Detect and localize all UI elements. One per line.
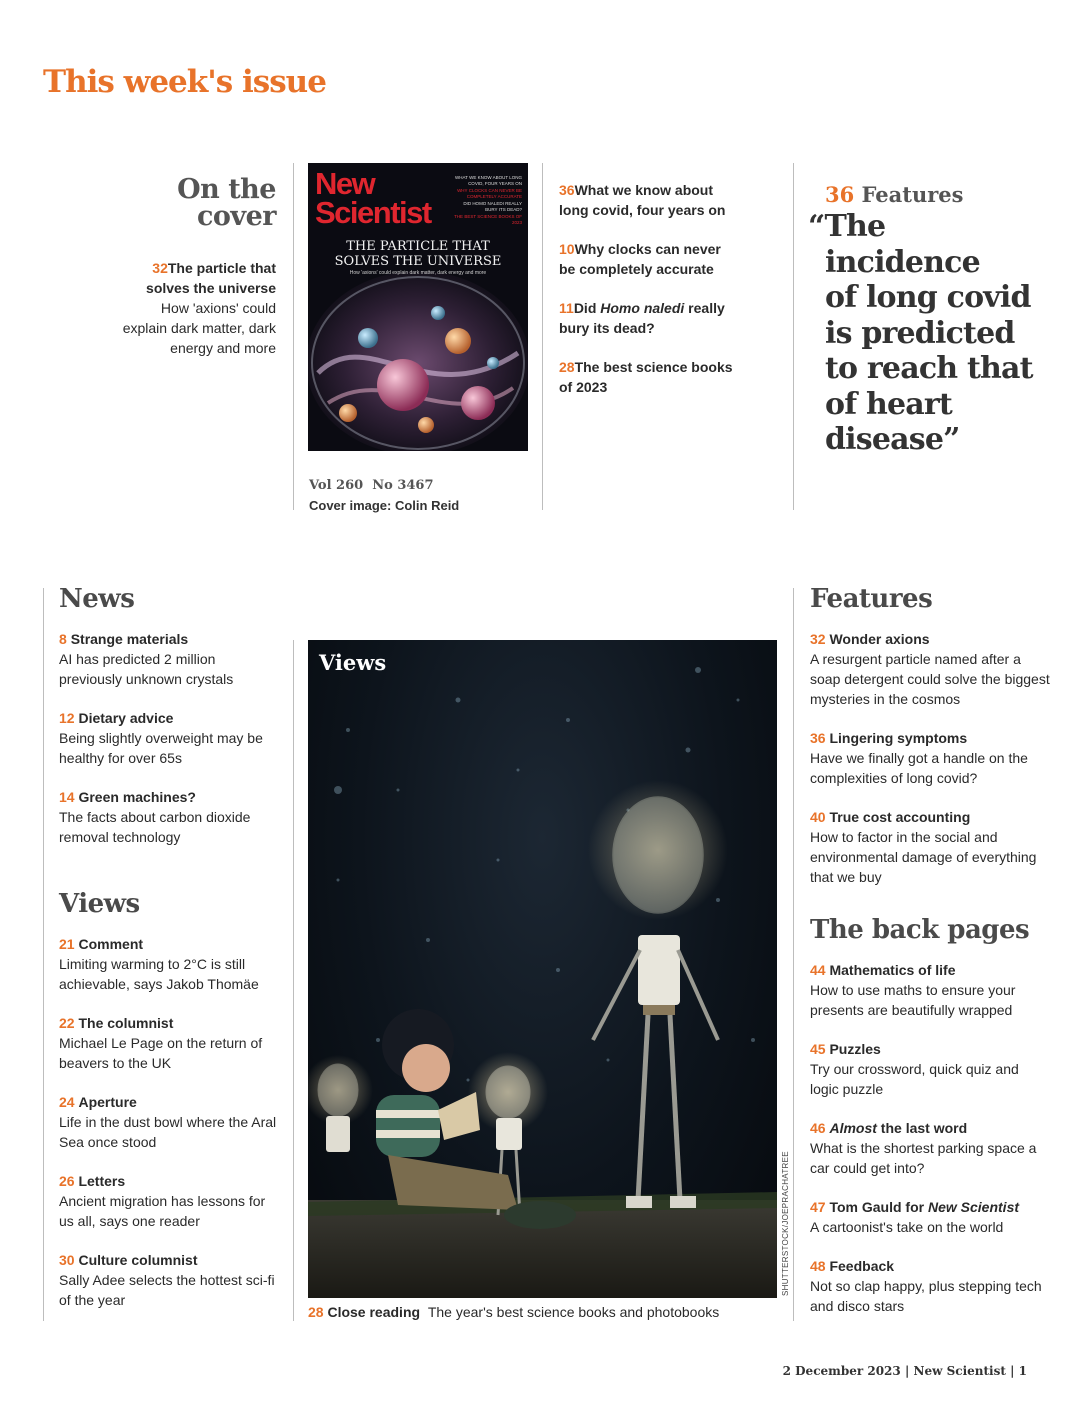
divider [43, 588, 44, 1321]
news-item[interactable]: 14 Green machines? The facts about carbon dioxide removal technology [59, 789, 251, 845]
views-photo-label: Views [319, 650, 387, 675]
features-heading: Features [810, 584, 933, 614]
magazine-logo: New Scientist [315, 166, 431, 230]
views-item[interactable]: 26 Letters Ancient migration has lessons for us all, says one reader [59, 1173, 266, 1229]
divider [793, 588, 794, 1321]
views-heading: Views [59, 889, 140, 919]
right-column [810, 584, 1050, 1316]
cover-subline: How 'axions' could explain dark matter, dark energy and more [349, 270, 487, 276]
back-pages-item[interactable]: 45 Puzzles Try our crossword, quick quiz and logic puzzle [810, 1041, 1019, 1097]
views-item[interactable]: 30 Culture columnist Sally Adee selects the hottest sci-fi of the year [59, 1252, 275, 1308]
left-column [59, 584, 279, 1310]
views-item[interactable]: 22 The columnist Michael Le Page on the return of beavers to the UK [59, 1015, 263, 1071]
features-item[interactable]: 36 Lingering symptoms Have we finally got a handle on the complexities of long covid? [810, 730, 1028, 786]
robots-reading-illustration [308, 640, 777, 1298]
features-item[interactable]: 40 True cost accounting How to factor in the social and environmental damage of everything that we buy [810, 809, 1037, 885]
photo-caption[interactable]: 28 Close reading The year's best science books and photobooks [308, 1304, 720, 1320]
features-item[interactable]: 32 Wonder axions A resurgent particle named after a soap detergent could solve the biggest mysteries in the cosmos [810, 631, 1050, 707]
cover-line-item[interactable]: 36What we know about long covid, four years on [559, 182, 726, 218]
cover-line-item[interactable]: 28The best science books of 2023 [559, 359, 733, 395]
back-pages-item[interactable]: 46 Almost the last word What is the shortest parking space a car could get into? [810, 1120, 1037, 1176]
divider [293, 163, 294, 510]
back-pages-heading: The back pages [810, 915, 1030, 945]
cover-lines [559, 180, 739, 397]
divider [293, 640, 294, 1321]
views-item[interactable]: 21 Comment Limiting warming to 2°C is still achievable, says Jakob Thomäe [59, 936, 259, 992]
news-heading: News [59, 584, 135, 614]
magazine-cover[interactable] [308, 163, 528, 451]
cover-story-item[interactable]: 32The particle that solves the universe How 'axions' could explain dark matter, dark energy and more [122, 260, 276, 356]
back-pages-item[interactable]: 47 Tom Gauld for New Scientist A cartoonist's take on the world [810, 1199, 1020, 1235]
back-pages-item[interactable]: 44 Mathematics of life How to use maths to ensure your presents are beautifully wrapped [810, 962, 1016, 1018]
views-item[interactable]: 24 Aperture Life in the dust bowl where the Aral Sea once stood [59, 1094, 277, 1150]
cover-tagline: THE PARTICLE THAT SOLVES THE UNIVERSE [334, 239, 502, 269]
news-item[interactable]: 8 Strange materials AI has predicted 2 million previously unknown crystals [59, 631, 234, 687]
cover-line-item[interactable]: 10Why clocks can never be completely accurate [559, 241, 721, 277]
on-the-cover-section [120, 176, 276, 358]
pull-quote-text: “The incidence of long covid is predicted to reach that of heart disease” [808, 209, 1033, 457]
divider [793, 163, 794, 510]
page-title: This week's issue [43, 64, 326, 100]
issue-info: Vol 260 No 3467 Cover image: Colin Reid [309, 476, 459, 516]
page-footer: 2 December 2023 | New Scientist | 1 [782, 1364, 1027, 1378]
cover-headlines: WHAT WE KNOW ABOUT LONG COVID, FOUR YEARS ON WHY CLOCKS CAN NEVER BE COMPLETELY ACCURATE DID HOMO NALEDI REALLY BURY ITS DEAD? THE BEST SCIENCE BOOKS OF 2023 [454, 175, 522, 225]
photo-credit: SHUTTERSTOCK/JOEPRACHATREE [781, 1151, 790, 1296]
divider [542, 163, 543, 510]
cover-line-item[interactable]: 11Did Homo naledi really bury its dead? [559, 300, 725, 336]
news-item[interactable]: 12 Dietary advice Being slightly overweight may be healthy for over 65s [59, 710, 263, 766]
feature-quote[interactable]: 36 Features “The incidence of long covid is predicted to reach that of heart disease” [808, 182, 1058, 458]
on-the-cover-heading: On the cover [177, 174, 276, 232]
back-pages-item[interactable]: 48 Feedback Not so clap happy, plus stepping tech and disco stars [810, 1258, 1042, 1314]
cover-credit: Cover image: Colin Reid [309, 498, 460, 513]
views-photo[interactable] [308, 640, 777, 1298]
